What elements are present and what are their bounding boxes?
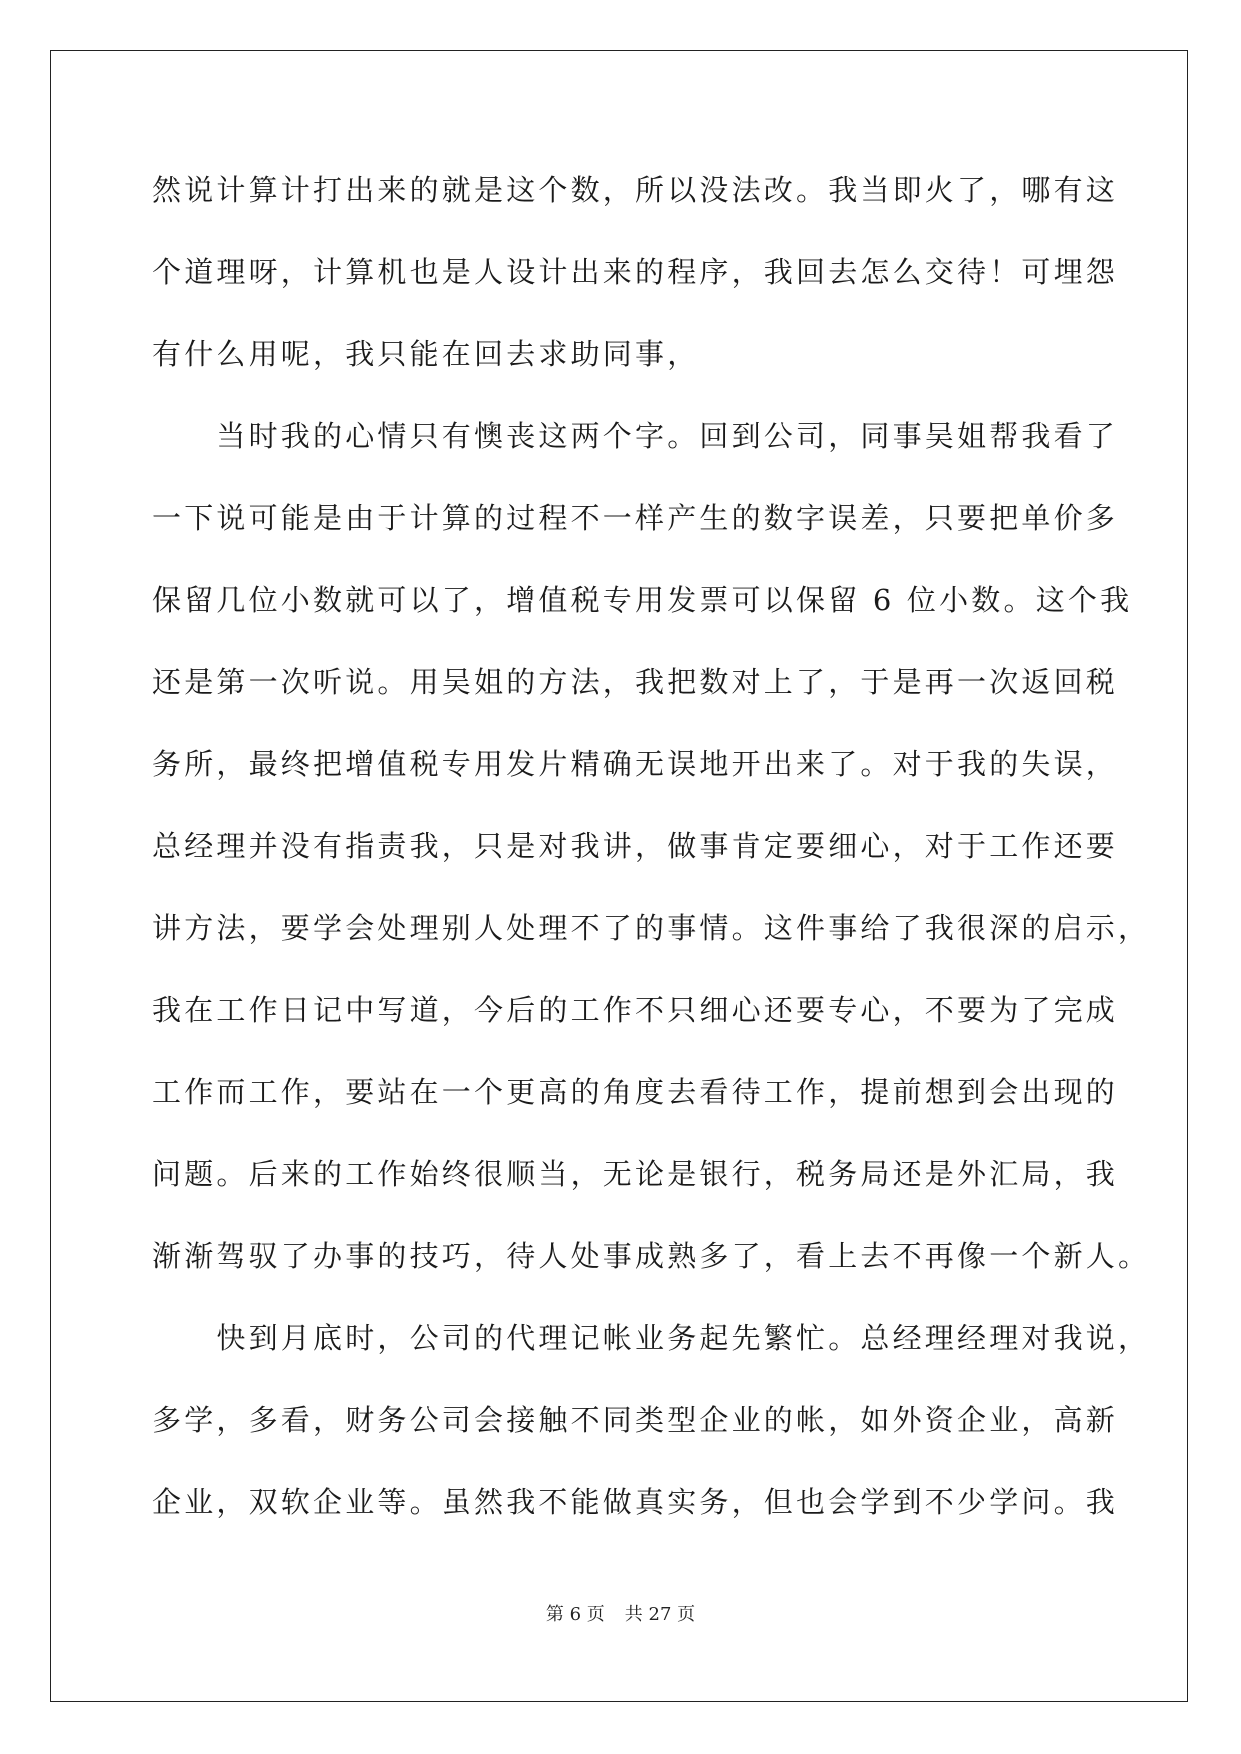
page-footer xyxy=(0,1600,1241,1626)
page-number: 第 6 页 xyxy=(545,1604,605,1625)
document-body xyxy=(152,162,1151,1556)
text-line: 快到月底时，公司的代理记帐业务起先繁忙。总经理经理对我说， xyxy=(152,1321,1151,1355)
text-line: 企业，双软企业等。虽然我不能做真实务，但也会学到不少学问。我 xyxy=(152,1485,1119,1519)
text-line: 我在工作日记中写道，今后的工作不只细心还要专心，不要为了完成 xyxy=(152,993,1119,1027)
text-line: 工作而工作，要站在一个更高的角度去看待工作，提前想到会出现的 xyxy=(152,1075,1119,1109)
text-line: 一下说可能是由于计算的过程不一样产生的数字误差，只要把单价多 xyxy=(152,501,1119,535)
text-line: 问题。后来的工作始终很顺当，无论是银行，税务局还是外汇局，我 xyxy=(152,1157,1119,1191)
text-line: 有什么用呢，我只能在回去求助同事， xyxy=(152,337,700,371)
text-line: 讲方法，要学会处理别人处理不了的事情。这件事给了我很深的启示， xyxy=(152,911,1151,945)
text-line: 渐渐驾驭了办事的技巧，待人处事成熟多了，看上去不再像一个新人。 xyxy=(152,1239,1151,1273)
text-line: 还是第一次听说。用吴姐的方法，我把数对上了，于是再一次返回税 xyxy=(152,665,1119,699)
text-line: 务所，最终把增值税专用发片精确无误地开出来了。对于我的失误， xyxy=(152,747,1119,781)
text-line: 个道理呀，计算机也是人设计出来的程序，我回去怎么交待！可埋怨 xyxy=(152,255,1119,289)
text-line: 总经理并没有指责我，只是对我讲，做事肯定要细心，对于工作还要 xyxy=(152,829,1119,863)
text-line: 当时我的心情只有懊丧这两个字。回到公司，同事吴姐帮我看了 xyxy=(152,419,1119,453)
text-line: 多学，多看，财务公司会接触不同类型企业的帐，如外资企业，高新 xyxy=(152,1403,1119,1437)
page-total: 共 27 页 xyxy=(624,1604,696,1625)
text-line: 保留几位小数就可以了，增值税专用发票可以保留 6 位小数。这个我 xyxy=(152,583,1133,617)
text-line: 然说计算计打出来的就是这个数，所以没法改。我当即火了，哪有这 xyxy=(152,173,1119,207)
